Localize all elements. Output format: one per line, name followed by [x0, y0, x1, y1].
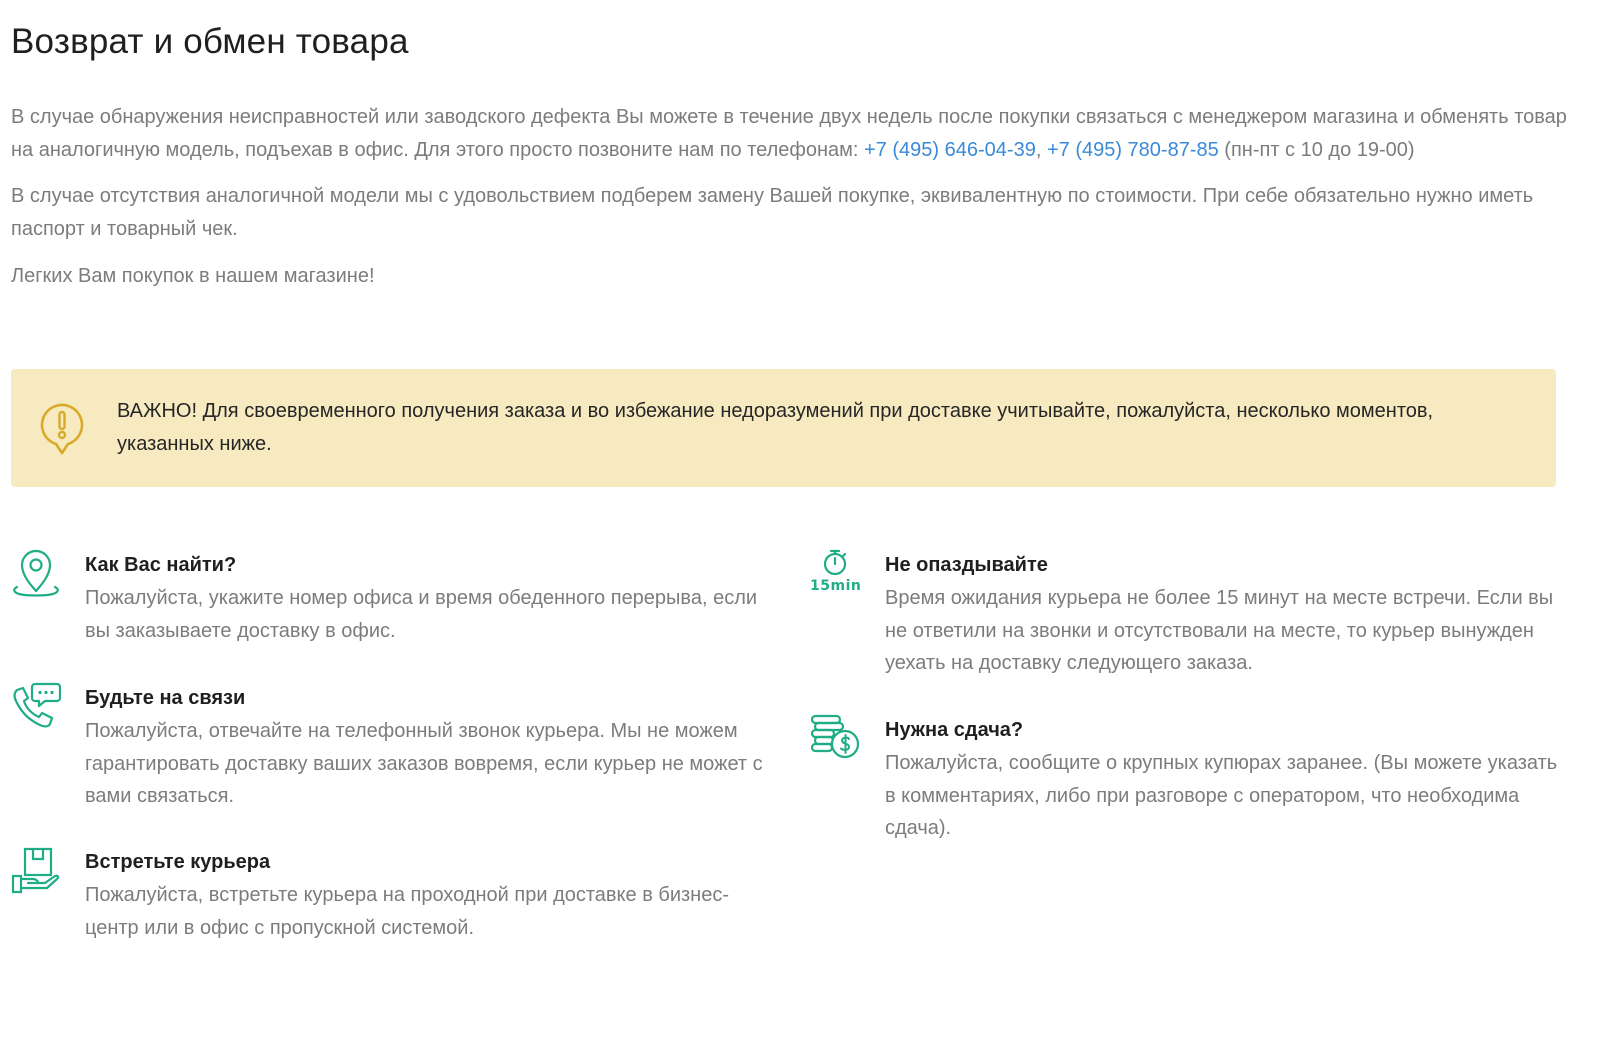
feature-late-title: Не опаздывайте [885, 554, 1048, 576]
package-hand-icon [11, 846, 61, 896]
notice-text: ВАЖНО! Для своевременного получения заказа и во избежание недоразумений при доставке учитывайте, пожалуйста, несколько моментов, указанных ниже. [117, 400, 1434, 455]
feature-change-title: Нужна сдача? [885, 719, 1024, 741]
phone-separator: , [1035, 138, 1047, 161]
exclamation-pin-icon [39, 401, 85, 455]
return-paragraph-text: В случае обнаружения неисправностей или заводского дефекта Вы можете в течение двух недель после покупки связаться с менеджером магазина и обменять товар на аналогичную модель, подъехав в офис. Для этого просто позвоните нам по телефонам: [11, 106, 1567, 161]
return-paragraph [11, 101, 1571, 166]
feature-contact-text: Пожалуйста, отвечайте на телефонный звонок курьера. Мы не можем гарантировать доставку ваших заказов вовремя, если курьер не может с вами связаться. [85, 720, 763, 807]
feature-find-text: Пожалуйста, укажите номер офиса и время обеденного перерыва, если вы заказываете доставку в офис. [85, 587, 758, 642]
phone-link-2[interactable]: +7 (495) 780-87-85 [1046, 138, 1219, 161]
phone-chat-icon [11, 682, 61, 732]
phone-link-1[interactable]: +7 (495) 646-04-39 [864, 138, 1036, 161]
working-hours: (пн-пт с 10 до 19-00) [1218, 138, 1415, 161]
stopwatch-label: 15min [810, 578, 862, 594]
important-notice [11, 369, 1556, 487]
page-title: Возврат и обмен товара [11, 22, 409, 61]
feature-late-text: Время ожидания курьера не более 15 минут на месте встречи. Если вы не ответили на звонки и отсутствовали на месте, то курьер вынужден уехать на доставку следующего заказа. [885, 587, 1554, 674]
feature-change-text: Пожалуйста, сообщите о крупных купюрах заранее. (Вы можете указать в комментариях, либо при разговоре с оператором, что необходима сдача). [885, 752, 1558, 839]
closing-paragraph: Легких Вам покупок в нашем магазине! [11, 265, 375, 287]
location-pin-icon [11, 549, 61, 599]
coins-dollar-icon [811, 714, 861, 764]
feature-contact-title: Будьте на связи [85, 687, 246, 709]
replacement-paragraph: В случае отсутствия аналогичной модели мы с удовольствием подберем замену Вашей покупке, эквивалентную по стоимости. При себе обязательно нужно иметь паспорт и товарный чек. [11, 185, 1534, 240]
feature-meet-text: Пожалуйста, встретьте курьера на проходной при доставке в бизнес-центр или в офис с пропускной системой. [85, 884, 730, 939]
feature-meet-title: Встретьте курьера [85, 851, 271, 873]
stopwatch-icon [811, 549, 861, 599]
feature-find-title: Как Вас найти? [85, 554, 237, 576]
